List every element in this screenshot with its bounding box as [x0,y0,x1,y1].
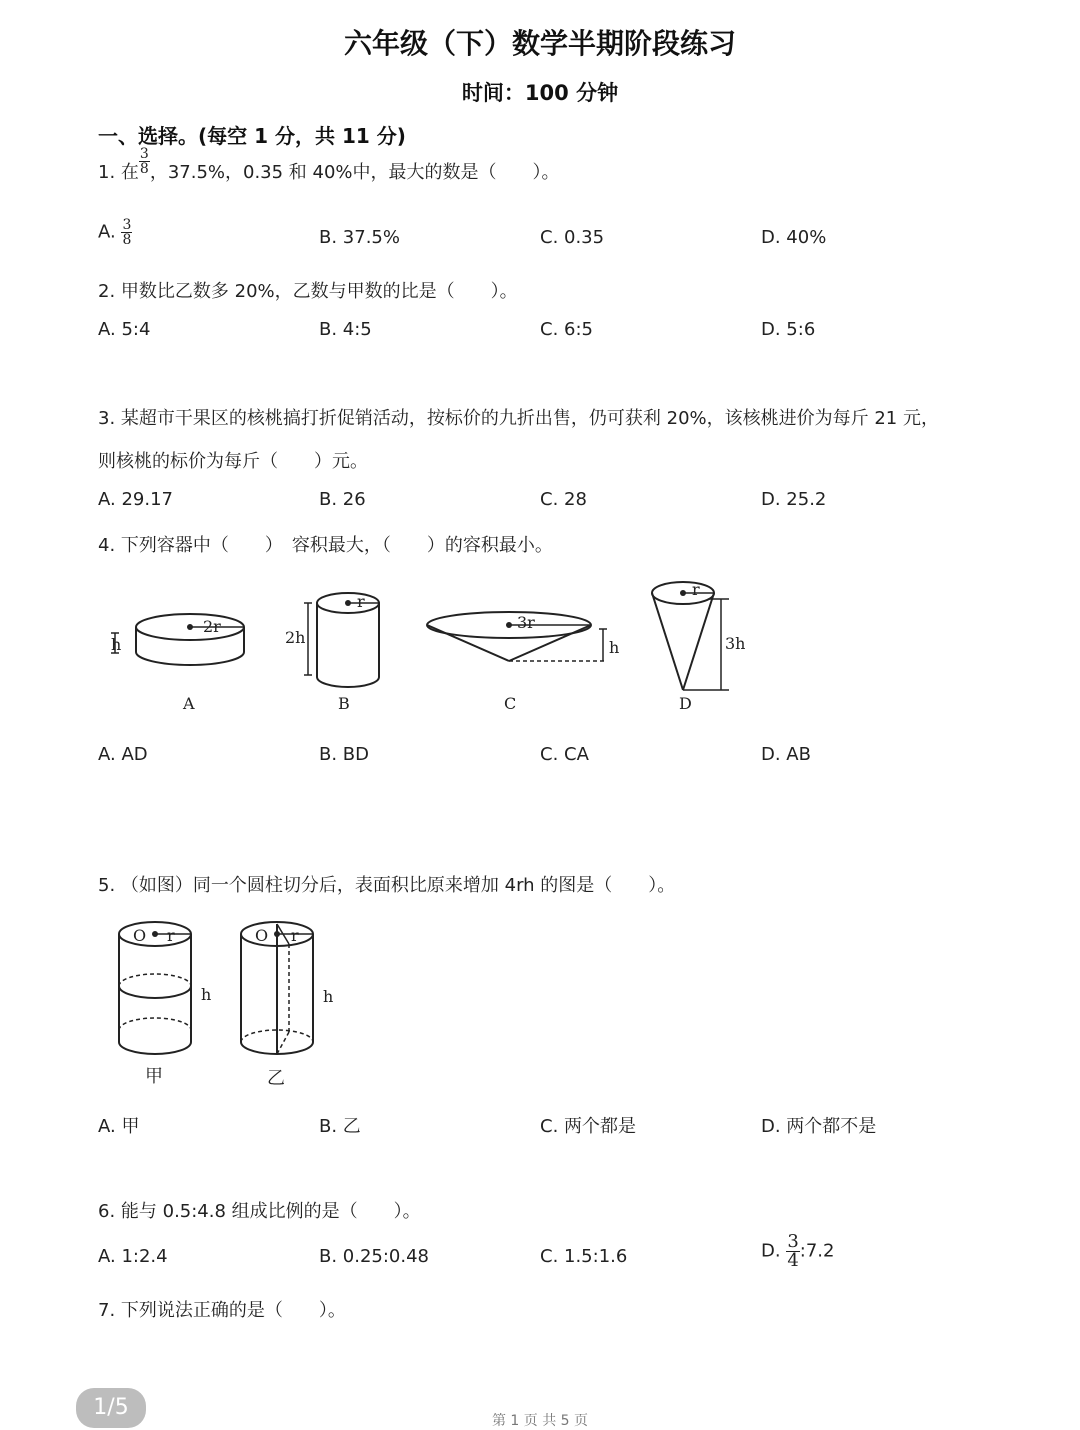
cylinder-yi-radius: r [291,926,299,945]
q4-option-b[interactable]: B. BD [319,744,370,765]
page-footer: 第 1 页 共 5 页 [491,1413,589,1429]
q5-option-b[interactable]: B. 乙 [319,1116,361,1137]
q4-containers-figure [95,575,775,720]
q4-option-a[interactable]: A. AD [98,744,148,765]
q3-option-a[interactable]: A. 29.17 [98,489,173,510]
question-2: 2. 甲数比乙数多 20%，乙数与甲数的比是（ ）。 [98,281,518,302]
q1-option-d[interactable]: D. 40% [761,227,827,248]
q5-option-c[interactable]: C. 两个都是 [540,1116,637,1137]
q1-option-c[interactable]: C. 0.35 [540,227,605,248]
q5-option-d[interactable]: D. 两个都不是 [761,1116,877,1137]
q1-option-b[interactable]: B. 37.5% [319,227,400,248]
cylinder-jia-center: O [133,926,147,945]
container-b-cylinder [304,593,379,687]
page-title: 六年级（下）数学半期阶段练习 [343,27,736,60]
q2-option-b[interactable]: B. 4:5 [319,319,372,340]
container-a-height: h [111,635,122,654]
question-6: 6. 能与 0.5:4.8 组成比例的是（ ）。 [98,1201,421,1222]
question-1-fraction: $\frac{3}{8}$ [139,145,149,177]
container-a-cylinder [111,614,244,665]
q4-option-d[interactable]: D. AB [761,744,811,765]
q6-option-b[interactable]: B. 0.25:0.48 [319,1246,430,1267]
question-3-line-1: 3. 某超市干果区的核桃搞打折促销活动，按标价的九折出售，仍可获利 20%，该核桃进价为每斤 21 元， [98,408,939,429]
q3-option-c[interactable]: C. 28 [540,489,587,510]
q2-option-a[interactable]: A. 5:4 [98,319,151,340]
container-b-label: B [338,694,350,713]
page-indicator[interactable]: 1/5 [76,1388,146,1428]
q3-option-d[interactable]: D. 25.2 [761,489,827,510]
cylinder-jia-radius: r [167,926,175,945]
container-c-label: C [504,694,517,713]
q4-option-c[interactable]: C. CA [540,744,589,765]
container-d-height: 3h [725,634,746,653]
cylinder-jia [119,922,191,1054]
q1-option-a[interactable]: A. $\frac{3}{8}$ [98,217,132,248]
question-7: 7. 下列说法正确的是（ ）。 [98,1300,346,1321]
container-d-label: D [679,694,692,713]
container-a-label: A [183,694,195,713]
question-1-prefix: 1. 在 [98,162,139,183]
q6-option-d[interactable]: D. $\frac{3}{4}$ :7.2 [761,1231,835,1271]
cylinder-jia-label: 甲 [145,1066,163,1087]
container-c-radius: 3r [517,613,535,632]
cylinder-yi-label: 乙 [267,1068,285,1089]
container-d-cone [652,582,729,690]
q6-option-d-fraction: $\frac{3}{4}$ [787,1231,799,1271]
section-heading-choice: 一、选择。(每空 1 分，共 11 分) [98,124,406,148]
container-a-radius: 2r [203,617,221,636]
container-b-height: 2h [285,628,306,647]
q6-option-a[interactable]: A. 1:2.4 [98,1246,168,1267]
q6-option-c[interactable]: C. 1.5:1.6 [540,1246,628,1267]
q3-option-b[interactable]: B. 26 [319,489,366,510]
time-label: 时间：100 分钟 [461,81,619,105]
question-3-line-2: 则核桃的标价为每斤（ ）元。 [98,451,368,472]
question-1-text: ，37.5%，0.35 和 40%中，最大的数是（ ）。 [149,162,560,183]
question-1 [98,145,560,188]
cylinder-yi [241,922,313,1054]
q5-cylinders-figure [105,910,365,1095]
q2-option-d[interactable]: D. 5:6 [761,319,816,340]
q1-option-a-fraction: $\frac{3}{8}$ [122,217,132,248]
container-d-radius: r [692,580,700,599]
question-4: 4. 下列容器中（ ） 容积最大，（ ）的容积最小。 [98,535,553,556]
question-5: 5. （如图）同一个圆柱切分后，表面积比原来增加 4rh 的图是（ ）。 [98,875,676,896]
container-c-height: h [609,638,620,657]
q2-option-c[interactable]: C. 6:5 [540,319,593,340]
cylinder-yi-center: O [255,926,269,945]
cylinder-yi-height: h [323,987,334,1006]
cylinder-jia-height: h [201,985,212,1004]
q5-option-a[interactable]: A. 甲 [98,1116,140,1137]
container-b-radius: r [357,592,365,611]
